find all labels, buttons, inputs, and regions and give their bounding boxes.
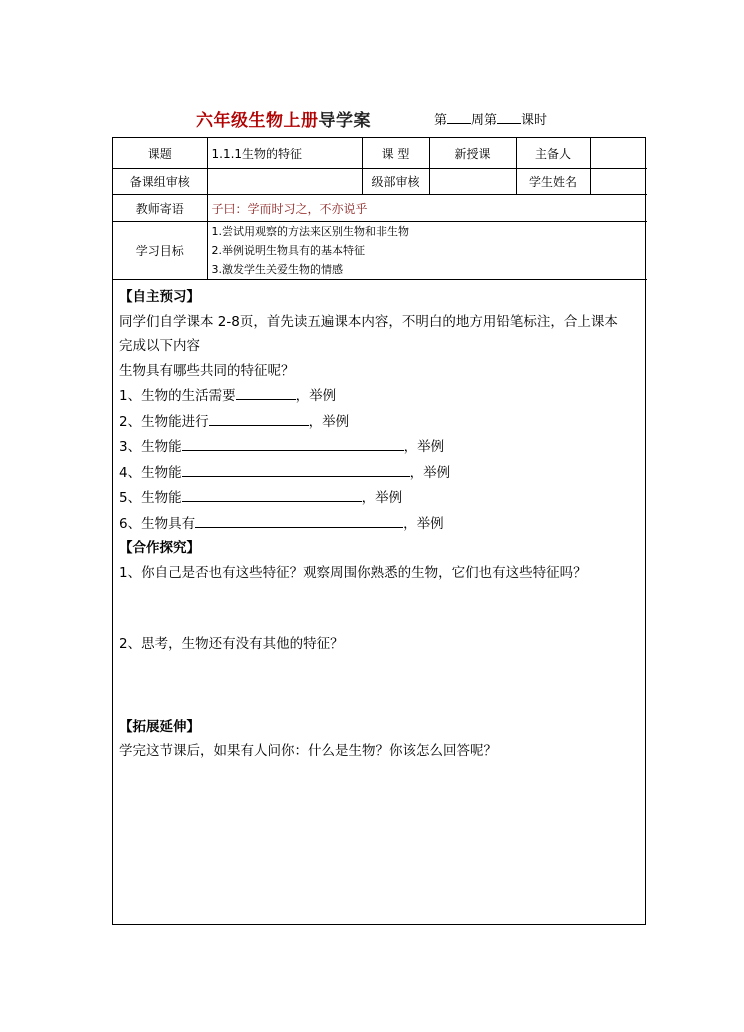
info-row-topic	[113, 138, 647, 169]
extend-question: 学完这节课后，如果有人问你：什么是生物？你该怎么回答呢？	[119, 743, 497, 759]
self-study-intro-cont: 完成以下内容	[119, 338, 200, 354]
week-lesson-line	[434, 109, 547, 128]
fill-item	[119, 383, 639, 409]
group-review-field[interactable]	[207, 169, 362, 195]
fill-item	[119, 434, 639, 460]
fill-item-suffix: ，举例	[409, 464, 451, 481]
cooperate-question-2: 2、思考，生物还有没有其他的特征？	[119, 636, 344, 652]
answer-blank[interactable]	[182, 460, 410, 477]
worksheet-body	[113, 280, 645, 764]
goal-item: 1.尝试用观察的方法来区别生物和非生物	[211, 225, 409, 238]
grade-review-field[interactable]	[429, 169, 516, 195]
cooperate-heading: 【合作探究】	[119, 540, 200, 556]
week-mid: 周第	[471, 113, 498, 128]
goal-item: 2.举例说明生物具有的基本特征	[211, 244, 365, 257]
week-blank[interactable]	[447, 111, 471, 124]
title-grade: 六年级	[196, 111, 249, 131]
topic-value: 1.1.1生物的特征	[207, 138, 362, 169]
answer-blank[interactable]	[182, 485, 362, 502]
title-type: 导学案	[318, 111, 371, 131]
lesson-blank[interactable]	[497, 111, 521, 124]
answer-blank[interactable]	[195, 511, 403, 528]
fill-item-prefix: 3、生物能	[119, 439, 182, 455]
label-grade-review: 级部审核	[362, 169, 429, 195]
title-subject: 生物上册	[248, 111, 319, 131]
fill-item-prefix: 2、生物能进行	[119, 413, 209, 430]
fill-item	[119, 511, 639, 537]
info-row-goals	[113, 222, 647, 280]
answer-blank[interactable]	[182, 434, 404, 451]
fill-item-prefix: 1、生物的生活需要	[119, 388, 236, 404]
fill-item-prefix: 5、生物能	[119, 490, 182, 506]
label-teacher-message: 教师寄语	[113, 195, 207, 222]
self-study-question: 生物具有哪些共同的特征呢？	[119, 362, 295, 379]
fill-item	[119, 409, 639, 435]
fill-item-suffix: ，举例	[308, 413, 350, 430]
info-row-review	[113, 169, 647, 195]
label-student-name: 学生姓名	[516, 169, 590, 195]
label-learning-goals: 学习目标	[113, 222, 207, 280]
page-header	[0, 106, 744, 130]
lesson-type-value: 新授课	[429, 138, 516, 169]
student-name-field[interactable]	[590, 169, 647, 195]
fill-item-suffix: ，举例	[403, 515, 444, 532]
self-study-intro: 同学们自学课本 2-8页，首先读五遍课本内容，不明白的地方用铅笔标注，合上课本	[119, 313, 618, 330]
self-study-heading: 【自主预习】	[119, 289, 200, 305]
info-table	[113, 138, 647, 280]
answer-space[interactable]	[119, 585, 639, 632]
answer-blank[interactable]	[209, 409, 309, 426]
label-lesson-type: 课 型	[362, 138, 429, 169]
fill-item-prefix: 4、生物能	[119, 464, 182, 481]
preparer-field[interactable]	[590, 138, 647, 169]
fill-item-suffix: ，举例	[295, 388, 337, 404]
fill-item-suffix: ，举例	[403, 439, 445, 455]
fill-item	[119, 460, 639, 486]
fill-item-suffix: ，举例	[361, 490, 403, 506]
label-group-review: 备课组审核	[113, 169, 207, 195]
goal-item: 3.激发学生关爱生物的情感	[211, 263, 343, 276]
answer-blank[interactable]	[236, 383, 296, 400]
fill-item	[119, 485, 639, 511]
fill-item-prefix: 6、生物具有	[119, 515, 196, 532]
page-title	[196, 106, 371, 131]
learning-goals	[207, 222, 647, 280]
extend-heading: 【拓展延伸】	[119, 718, 200, 735]
week-suffix: 课时	[521, 113, 548, 128]
teacher-message: 子曰：学而时习之，不亦说乎	[207, 195, 647, 222]
worksheet	[112, 137, 646, 925]
info-row-message	[113, 195, 647, 222]
cooperate-question-1: 1、你自己是否也有这些特征？观察周围你熟悉的生物，它们也有这些特征吗？	[119, 564, 587, 581]
label-preparer: 主备人	[516, 138, 590, 169]
answer-space[interactable]	[119, 657, 639, 715]
label-topic: 课题	[113, 138, 207, 169]
week-prefix: 第	[434, 113, 448, 128]
